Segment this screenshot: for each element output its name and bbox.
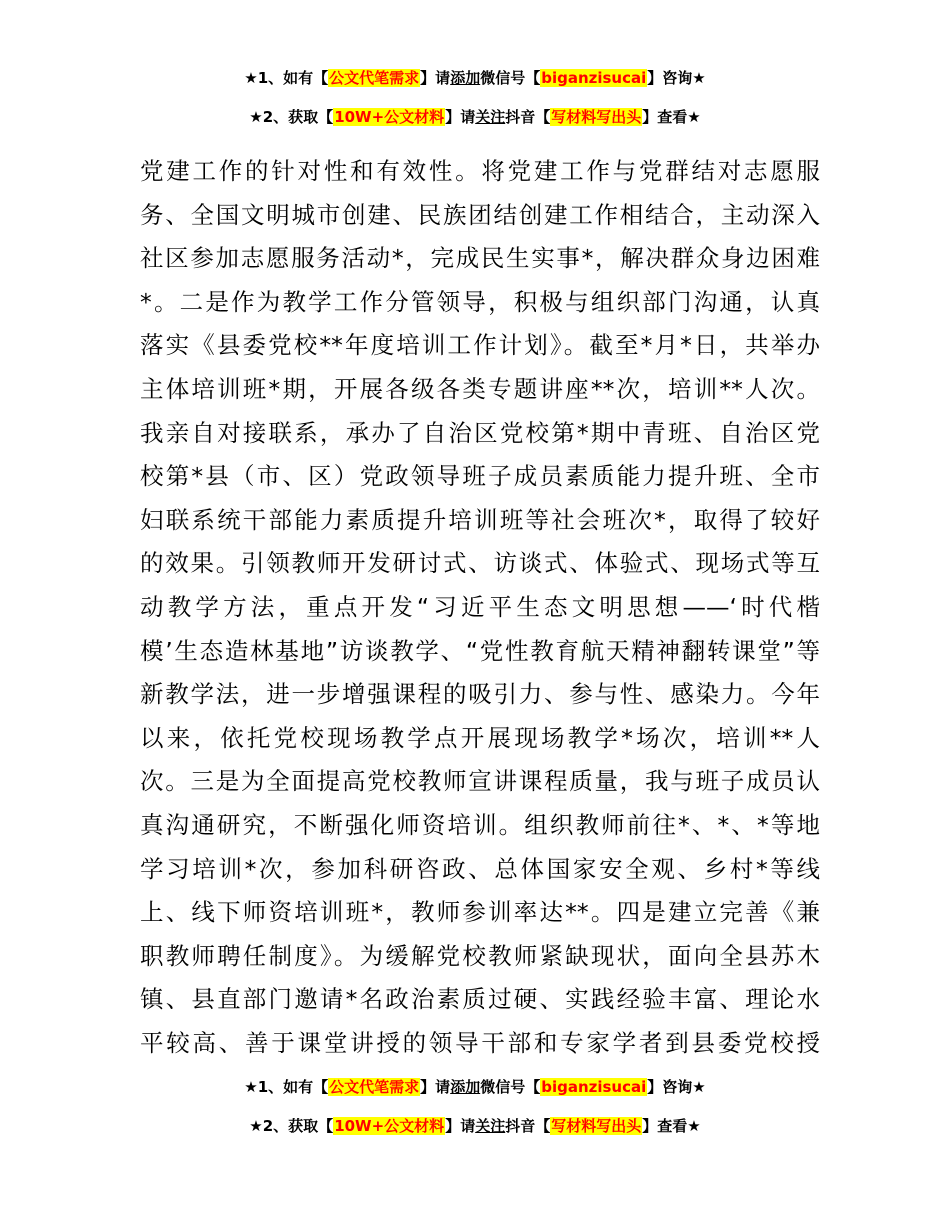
banner-1-mid: 】请: [420, 69, 451, 87]
footer-2-mid: 】请: [445, 1117, 476, 1135]
footer-1-wechat-id: biganzisucai: [541, 1078, 647, 1096]
body-line: 务、全国文明城市创建、民族团结创建工作相结合，主动深入: [140, 200, 820, 229]
banner-2-suffix: 】查看★: [642, 108, 701, 126]
body-line: 新教学法，进一步增强课程的吸引力、参与性、感染力。今年: [140, 680, 820, 709]
footer-2-suffix: 】查看★: [642, 1117, 701, 1135]
banner-2-douyin-account: 写材料写出头: [551, 108, 642, 126]
body-line: 党建工作的针对性和有效性。将党建工作与党群结对志愿服: [140, 157, 820, 185]
footer-1-underlined: 添加: [450, 1078, 481, 1096]
body-line: 学习培训*次，参加科研咨政、总体国家安全观、乡村*等线: [140, 854, 820, 883]
footer-2-mid2: 抖音【: [505, 1117, 551, 1135]
footer-1-mid2: 微信号【: [480, 1078, 541, 1096]
banner-1-wechat-id: biganzisucai: [541, 69, 647, 87]
footer-banner-2: [0, 1115, 950, 1137]
body-line: 社区参加志愿服务活动*，完成民生实事*，解决群众身边困难: [140, 244, 820, 273]
body-line: *。二是作为教学工作分管领导，积极与组织部门沟通，认真: [140, 287, 820, 316]
body-line: 模’生态造林基地”访谈教学、“党性教育航天精神翻转课堂”等: [140, 636, 820, 665]
body-line: 妇联系统干部能力素质提升培训班等社会班次*，取得了较好: [140, 505, 820, 534]
banner-2-mid2: 抖音【: [505, 108, 551, 126]
footer-1-highlight-service: 公文代笔需求: [329, 1078, 420, 1096]
footer-1-suffix: 】咨询★: [647, 1078, 706, 1096]
body-line: 落实《县委党校**年度培训工作计划》。截至*月*日，共举办: [140, 331, 820, 360]
body-line: 职教师聘任制度》。为缓解党校教师紧缺现状，面向全县苏木: [140, 941, 820, 970]
body-line: 真沟通研究，不断强化师资培训。组织教师前往*、*、*等地: [140, 810, 820, 839]
body-line: 主体培训班*期，开展各级各类专题讲座**次，培训**人次。: [140, 374, 820, 403]
banner-2-prefix: ★2、获取【: [249, 108, 334, 126]
banner-2-underlined: 关注: [475, 108, 506, 126]
footer-2-prefix: ★2、获取【: [249, 1117, 334, 1135]
banner-1-highlight-service: 公文代笔需求: [329, 69, 420, 87]
body-line: 的效果。引领教师开发研讨式、访谈式、体验式、现场式等互: [140, 549, 820, 578]
footer-2-underlined: 关注: [475, 1117, 506, 1135]
body-line: 以来，依托党校现场教学点开展现场教学*场次，培训**人: [140, 723, 820, 752]
banner-2-mid: 】请: [445, 108, 476, 126]
banner-2-highlight-materials: 10W+公文材料: [334, 108, 445, 126]
body-line: 动教学方法，重点开发“习近平生态文明思想——‘时代楷: [140, 592, 820, 621]
banner-1-mid2: 微信号【: [480, 69, 541, 87]
header-banner-1: [0, 67, 950, 89]
footer-2-douyin-account: 写材料写出头: [551, 1117, 642, 1135]
body-line: 次。三是为全面提高党校教师宣讲课程质量，我与班子成员认: [140, 767, 820, 796]
body-line: 平较高、善于课堂讲授的领导干部和专家学者到县委党校授: [140, 1028, 820, 1057]
body-line: 校第*县（市、区）党政领导班子成员素质能力提升班、全市: [140, 462, 820, 491]
banner-1-suffix: 】咨询★: [647, 69, 706, 87]
body-line: 我亲自对接联系，承办了自治区党校第*期中青班、自治区党: [140, 418, 820, 447]
footer-1-mid: 】请: [420, 1078, 451, 1096]
header-banner-2: [0, 106, 950, 128]
footer-1-prefix: ★1、如有【: [244, 1078, 329, 1096]
banner-1-underlined: 添加: [450, 69, 481, 87]
banner-1-prefix: ★1、如有【: [244, 69, 329, 87]
footer-2-highlight-materials: 10W+公文材料: [334, 1117, 445, 1135]
footer-banner-1: [0, 1076, 950, 1098]
body-line: 镇、县直部门邀请*名政治素质过硬、实践经验丰富、理论水: [140, 985, 820, 1014]
body-line: 上、线下师资培训班*，教师参训率达**。四是建立完善《兼: [140, 898, 820, 927]
document-body: [140, 150, 820, 1065]
